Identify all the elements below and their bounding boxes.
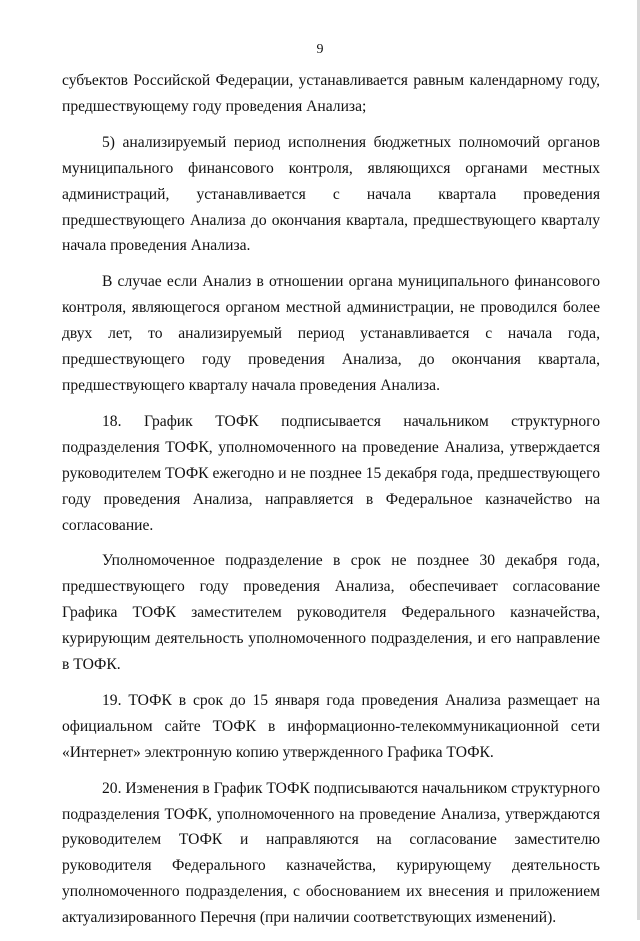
paragraph-item-18: 18. График ТОФК подписывается начальником структурного подразделения ТОФК, уполномоченного на проведение Анализа, утверждается руководителем ТОФК ежегодно и не позднее 15 декабря года, предшествующего году проведения Анализа, направляется в Федеральное казначейство на согласование.: [62, 412, 600, 534]
paragraph-item-5: 5) анализируемый период исполнения бюджетных полномочий органов муниципального финансового контроля, являющихся органами местных администраций, устанавливается с начала квартала проведения предшествующего Анализа до окончания квартала, предшествующего кварталу начала проведения Анализа.: [62, 133, 600, 255]
paragraph-continuation: субъектов Российской Федерации, устанавливается равным календарному году, предшествующему году проведения Анализа;: [62, 72, 600, 115]
paragraph-item-19: 19. ТОФК в срок до 15 января года проведения Анализа размещает на официальном сайте ТОФК в информационно-телекоммуникационной сети «Интернет» электронную копию утвержденного Графика ТОФК.: [62, 691, 600, 761]
paragraph-item-20: 20. Изменения в График ТОФК подписываются начальником структурного подразделения ТОФК, уполномоченного на проведение Анализа, утверждаются руководителем ТОФК и направляются на согласование заместителю руководителя Федерального казначейства, курирующему деятельность уполномоченного подразделения, с обоснованием их внесения и приложением актуализированного Перечня (при наличии соответствующих изменений).: [62, 779, 600, 927]
paragraph-approval: Уполномоченное подразделение в срок не позднее 30 декабря года, предшествующего году проведения Анализа, обеспечивает согласование Графика ТОФК заместителем руководителя Федерального казначейства, курирующим деятельность уполномоченного подразделения, и его направление в ТОФК.: [62, 552, 600, 674]
page-number: 9: [316, 42, 324, 57]
document-body: [62, 68, 600, 941]
paragraph-analysis-period: В случае если Анализ в отношении органа муниципального финансового контроля, являющегося органом местной администрации, не проводился более двух лет, то анализируемый период устанавливается с начала года, предшествующего году проведения Анализа, до окончания квартала, предшествующего кварталу начала проведения Анализа.: [62, 273, 600, 394]
